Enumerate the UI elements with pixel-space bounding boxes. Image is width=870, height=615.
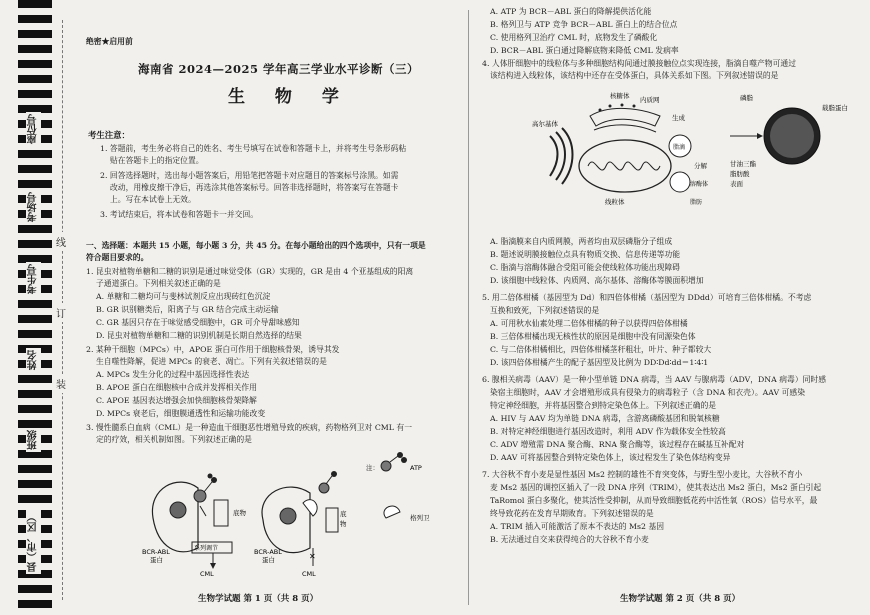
q5-option-b: B. 三倍体柑橘出现无核性状的原因是细胞中没有同源染色体 — [490, 332, 696, 341]
fig3-fusion-label: BCR-ABL — [142, 548, 170, 556]
subject-title: 生 物 学 — [228, 87, 351, 107]
q2-stem: 生自噬性降解，促进 MPCs 的衰老、凋亡。下列有关叙述错误的是 — [96, 357, 327, 366]
page-one — [78, 0, 468, 615]
q7-stem: 终导致花药在发育早期败育。下列叙述错误的是 — [490, 509, 654, 518]
column-divider — [468, 10, 469, 605]
fig3-panel-1 — [142, 474, 247, 579]
fig3-system-label: 系列调节 — [194, 545, 219, 552]
q1-stem: 子通道蛋白。下列相关叙述正确的是 — [96, 279, 221, 288]
q2-stem: 2. 某种干细胞（MPCs）中，APOE 蛋白可作用于细胞核骨架，诱导其发 — [86, 345, 340, 354]
q4-option-d: D. 该细胞中线粒体、内质网、高尔基体、溶酶体等膜面积增加 — [490, 276, 704, 285]
fig3-panel-2 — [254, 471, 347, 578]
fig4-golgi-label: 高尔基体 — [532, 120, 558, 128]
q7-stem: 7. 大谷秋不育小麦是显性基因 Ms2 控制的雄性不育突变体，与野生型小麦比，大谷秋不育小 — [482, 470, 803, 479]
fig4-degrade-label: 分解 — [694, 162, 707, 170]
fig4-apolipoprotein-label: 载脂蛋白 — [822, 104, 848, 112]
fig3-substrate-label: 底物 — [233, 509, 246, 517]
fig4-mitochondrion — [579, 140, 671, 206]
fig3-substrate-char-2: 物 — [340, 520, 347, 528]
q3-option-b: B. 格列卫与 ATP 竞争 BCR－ABL 蛋白上的结合位点 — [490, 20, 678, 29]
q5-option-a: A. 可用秋水仙素处理二倍体柑橘的种子以获得四倍体柑橘 — [490, 319, 688, 328]
page-2-footer: 生物学试题 第 2 页（共 8 页） — [620, 594, 741, 604]
q4-option-b: B. 题述说明膜接触位点具有物质交换、信息传递等功能 — [490, 250, 681, 259]
fig4-phospholipid-label: 磷脂 — [740, 94, 753, 102]
q7-option-a: A. TRIM 插入可能激活了原本不表达的 Ms2 基因 — [490, 522, 665, 531]
q4-stem: 4. 人体肝细胞中的线粒体与多种细胞结构间通过膜接触位点实现连接，脂滴自噬产物可通过 — [482, 59, 796, 68]
q1-option-c: C. GR 基因只存在于味觉感受细胞中，GR 可介导甜味感知 — [96, 318, 300, 327]
fig3-protein-label-2: 蛋白 — [262, 556, 275, 564]
q3-stem: 3. 慢性髓系白血病（CML）是一种造血干细胞恶性增殖导致的疾病，药物格列卫对 CML 有一 — [86, 423, 413, 432]
candidate-number-label: 考生号 — [28, 264, 39, 294]
notice-line: 贴在答题卡上的指定位置。 — [110, 156, 204, 165]
q5-option-d: D. 该四倍体柑橘产生的配子基因型及比例为 DD∶Dd∶dd＝1∶4∶1 — [490, 358, 709, 367]
fig4-synthesis-label: 生成 — [672, 114, 685, 122]
q6-stem: 6. 腺相关病毒（AAV）是一种小型单链 DNA 病毒，当 AAV 与腺病毒（ADV，DNA 病毒）同时感 — [482, 375, 827, 384]
notice-line: 1. 答题前，考生务必将自己的姓名、考生号填写在试卷和答题卡上，并将考生号条形码粘 — [100, 144, 407, 153]
fig3-legend — [366, 452, 430, 522]
class-label: 班级 — [28, 430, 39, 450]
fig4-er-label: 内质网 — [640, 96, 660, 104]
q6-option-d: D. AAV 可将基因整合到特定染色体上，该过程发生了染色体结构变异 — [490, 453, 731, 462]
fig4-lysosome — [670, 172, 690, 192]
fig3-protein-label: 蛋白 — [150, 556, 163, 564]
q2-option-c: C. APOE 基因表达增强会加快细胞核骨架降解 — [96, 396, 257, 405]
q3-option-a: A. ATP 为 BCR－ABL 蛋白的降解提供活化能 — [490, 7, 652, 16]
page-two — [470, 0, 860, 615]
q3-option-c: C. 使用格列卫治疗 CML 时，底物发生了磷酸化 — [490, 33, 658, 42]
fig4-er — [590, 91, 660, 132]
exam-title: 海南省 2024—2025 学年高三学业水平诊断（三） — [138, 62, 420, 76]
fig4-mito-label: 线粒体 — [605, 198, 625, 206]
notice-line: 上。写在本试卷上无效。 — [110, 195, 196, 204]
fig4-fat-label: 脂肪 — [690, 199, 703, 206]
q4-figure — [530, 86, 850, 226]
notice-title: 考生注意： — [88, 130, 130, 140]
seal-word-line: 线 — [56, 232, 66, 251]
q6-option-c: C. ADV 增殖需 DNA 聚合酶、RNA 聚合酶等，该过程存在碱基互补配对 — [490, 440, 745, 449]
exam-room-label: 考场号 — [28, 192, 39, 222]
q6-option-a: A. HIV 与 AAV 均为单链 DNA 病毒，含游离磷酸基团和脱氧核糖 — [490, 414, 720, 423]
q7-stem: TaRomol 蛋白多聚化，使其活性受抑制，从而导致细胞低花药中活性氧（ROS）信号水平，最 — [490, 496, 818, 505]
q1-stem: 1. 昆虫对植物单糖和二糖的识别是通过味觉受体（GR）实现的，GR 是由 4 个亚基组成的阳离 — [86, 267, 414, 276]
fig4-surface-label: 表面 — [730, 180, 743, 188]
q4-stem: 该结构进入线粒体，该结构中还存在受体蛋白，具体关系如下图。下列叙述错误的是 — [490, 71, 779, 80]
seat-number-label: 座位号 — [28, 114, 39, 144]
notice-line: 改动，用橡皮擦干净后，再选涂其他答案标号。回答非选择题时，将答案写在答题卡 — [110, 183, 399, 192]
fig3-atp-label: ATP — [410, 464, 422, 472]
fig3-note-label: 注： — [366, 464, 379, 472]
q1-option-d: D. 昆虫对植物单糖和二糖的识别机制是长期自然选择的结果 — [96, 331, 302, 340]
q6-option-b: B. 对特定神经细胞进行基因改造时，利用 ADV 作为载体安全性较高 — [490, 427, 726, 436]
q5-stem: 5. 用二倍体柑橘（基因型为 Dd）和四倍体柑橘（基因型为 DDdd）可培育三倍体柑橘。不考虑 — [482, 293, 812, 302]
notice-line: 2. 回答选择题时，选出每小题答案后，用铅笔把答题卡对应题目的答案标号涂黑。如需 — [100, 171, 399, 180]
q7-stem: 麦 Ms2 基因的调控区插入了一段 DNA 序列（TRIM），使其表达出 Ms2 蛋白，Ms2 蛋白引起 — [490, 483, 822, 492]
q5-option-c: C. 与二倍体柑橘相比，四倍体柑橘茎秆粗壮，叶片、种子都较大 — [490, 345, 712, 354]
fig3-block-mark: ✕ — [309, 552, 316, 561]
q2-option-a: A. MPCs 发生分化的过程中基因选择性表达 — [96, 370, 250, 379]
q4-option-a: A. 脂滴膜来自内质网膜，两者均由双层磷脂分子组成 — [490, 237, 673, 246]
fig4-droplet-detail — [730, 93, 848, 188]
fig4-fattyacid-label: 脂肪酸 — [730, 170, 750, 178]
q4-option-c: C. 脂滴与溶酶体融合受阻可能会使线粒体功能出现障碍 — [490, 263, 680, 272]
binding-strip — [0, 0, 78, 615]
section-heading: 一、选择题：本题共 15 小题，每小题 3 分，共 45 分。在每小题给出的四个选项中，只有一项是 — [86, 241, 426, 250]
fig3-substrate-char-1: 底 — [340, 510, 347, 518]
q5-stem: 互换和致死，下列叙述错误的是 — [490, 306, 600, 315]
q6-stem: 特定神经细胞，并将基因整合到特定染色体上。下列叙述正确的是 — [490, 401, 717, 410]
fig3-fusion-label-2: BCR-ABL — [254, 548, 282, 556]
q1-option-a: A. 单糖和二糖均可与斐林试剂反应出现砖红色沉淀 — [96, 292, 271, 301]
section-heading-2: 符合题目要求的。 — [86, 253, 149, 262]
name-label: 姓名 — [28, 350, 39, 370]
q1-option-b: B. GR 识别糖类后，阳离子与 GR 结合完成主动运输 — [96, 305, 279, 314]
county-label: 县（市、区） — [28, 512, 39, 572]
fig4-ribosome-label: 核糖体 — [610, 92, 630, 100]
q3-option-d: D. BCR－ABL 蛋白通过降解底物来降低 CML 发病率 — [490, 46, 679, 55]
fig3-drug-label: 格列卫 — [410, 514, 430, 522]
fig4-lipid-label: 脂滴 — [673, 144, 686, 151]
fig4-triglyceride-label: 甘油三酯 — [730, 160, 756, 168]
fig4-lyso-label: 溶酶体 — [690, 181, 709, 188]
q6-stem: 染宿主细胞时，AAV 才会增殖形成具有侵染力的病毒粒子（含 DNA 和衣壳）。AAV 可感染 — [490, 388, 806, 397]
q2-option-d: D. MPCs 衰老后，细胞膜通透性和运输功能改变 — [96, 409, 266, 418]
fig4-golgi — [532, 119, 573, 184]
q3-stem: 定的疗效，相关机制如图。下列叙述正确的是 — [96, 435, 252, 444]
notice-line: 3. 考试结束后，将本试卷和答题卡一并交回。 — [100, 210, 259, 219]
q2-option-b: B. APOE 蛋白在细胞核中合成并发挥相关作用 — [96, 383, 257, 392]
seal-word-bind: 订 — [56, 303, 66, 322]
fig3-cml-label-2: CML — [302, 570, 316, 578]
page-1-footer: 生物学试题 第 1 页（共 8 页） — [198, 594, 319, 604]
confidential-mark: 绝密★启用前 — [86, 37, 133, 46]
fig3-cml-label: CML — [200, 570, 214, 578]
q3-figure — [138, 448, 458, 578]
seal-word-pack: 装 — [56, 374, 66, 393]
q7-option-b: B. 无法通过自交来获得纯合的大谷秋不育小麦 — [490, 535, 649, 544]
